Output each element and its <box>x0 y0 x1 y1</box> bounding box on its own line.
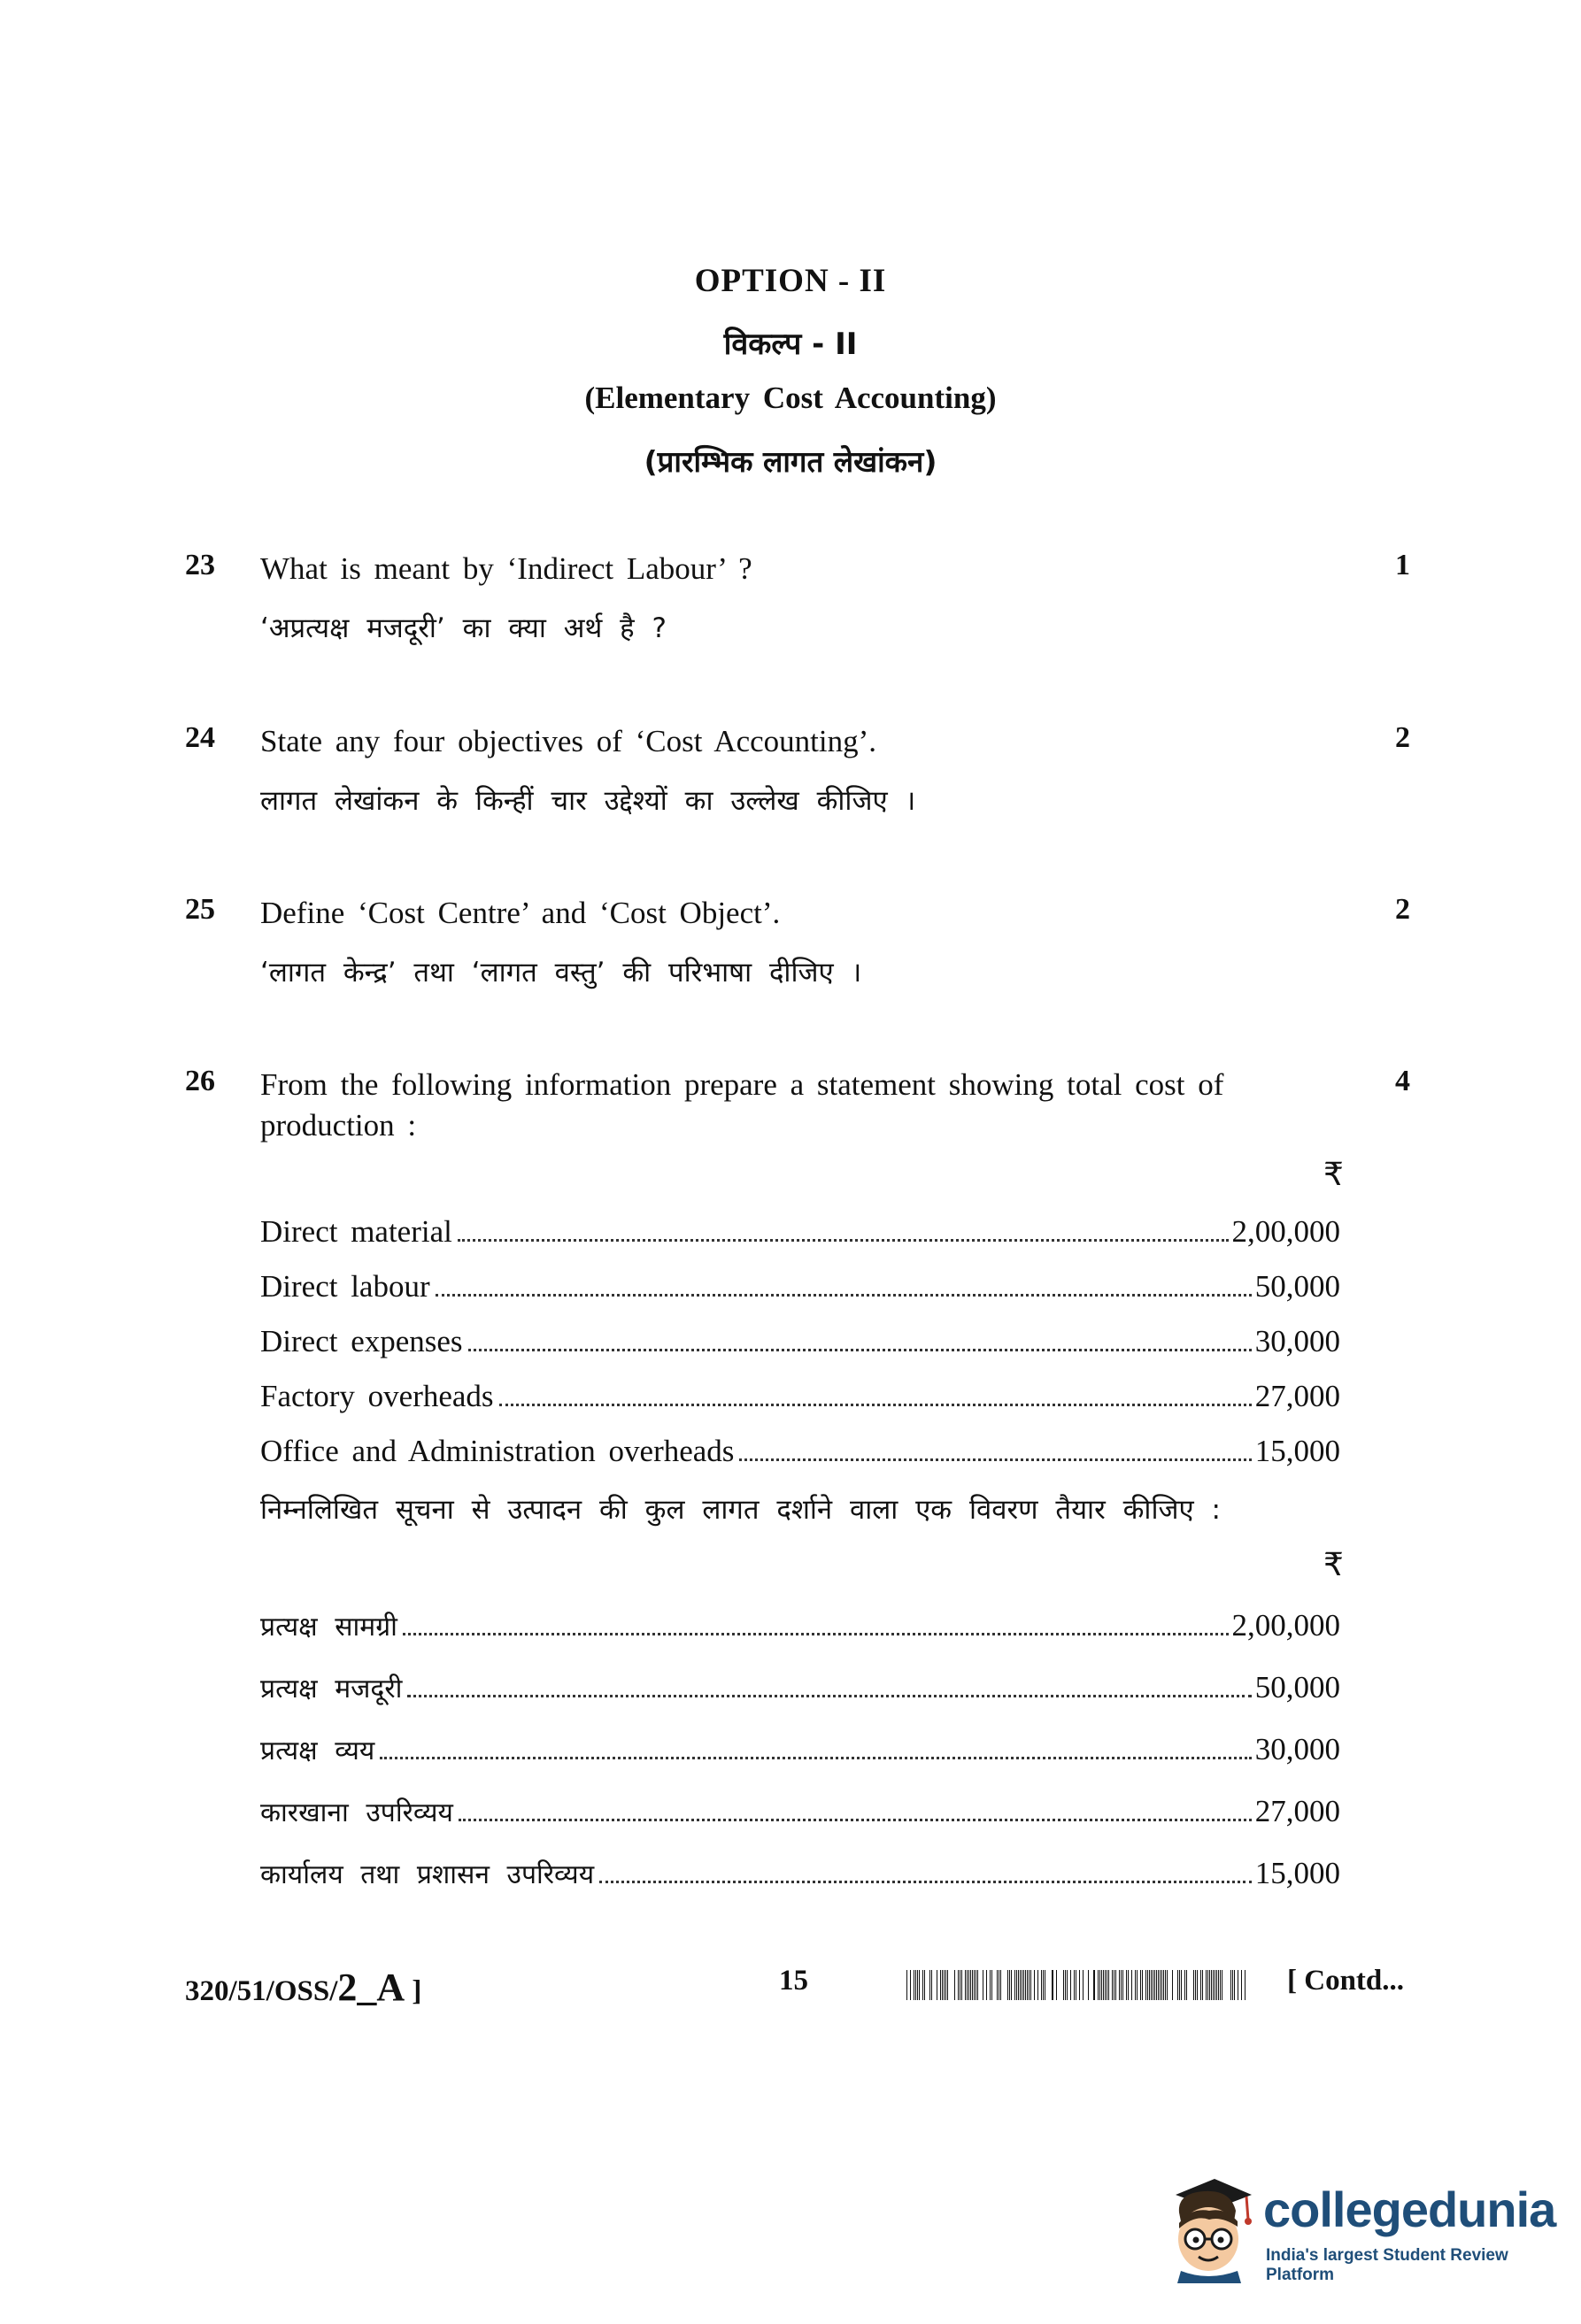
barcode-bar <box>919 1970 920 2000</box>
paper-code <box>185 1965 421 2010</box>
barcode-bar <box>1115 1970 1116 2000</box>
barcode-bar <box>954 1970 955 2000</box>
cost-item-hindi <box>260 1669 1340 1712</box>
cost-item-amount: 2,00,000 <box>1231 1214 1340 1249</box>
barcode-bar <box>967 1970 968 2000</box>
barcode-bar <box>1088 1970 1089 2000</box>
dot-leader <box>403 1633 1229 1635</box>
subject-heading-hindi: (प्रारम्भिक लागत लेखांकन) <box>644 444 937 479</box>
question-text-hi: निम्नलिखित सूचना से उत्पादन की कुल लागत दर्शाने वाला एक विवरण तैयार कीजिए : <box>260 1494 1221 1526</box>
barcode-bar <box>1145 1970 1146 2000</box>
barcode-bar <box>1151 1970 1152 2000</box>
barcode-bar <box>1037 1970 1038 2000</box>
barcode-bar <box>1065 1970 1066 2000</box>
barcode-bar <box>1112 1970 1113 2000</box>
barcode-bar <box>1067 1970 1068 2000</box>
barcode-bar <box>924 1970 925 2000</box>
dot-leader <box>459 1819 1252 1821</box>
barcode-bar <box>1193 1970 1194 2000</box>
cost-item <box>260 1379 1340 1421</box>
brand-name: collegedunia <box>1263 2182 1556 2237</box>
barcode-bar <box>929 1970 930 2000</box>
barcode-bar <box>1063 1970 1064 2000</box>
question-text-en: What is meant by ‘Indirect Labour’ ? <box>260 551 752 586</box>
barcode-bar <box>1158 1970 1159 2000</box>
barcode-bar <box>1206 1970 1207 2000</box>
barcode-bar <box>1184 1970 1185 2000</box>
rupee-symbol: ₹ <box>1323 1157 1344 1193</box>
barcode-bar <box>1128 1970 1129 2000</box>
barcode-bar <box>1234 1970 1235 2000</box>
barcode-bar <box>1029 1970 1030 2000</box>
barcode-bar <box>922 1970 923 2000</box>
paper-code-prefix: 320/51/OSS/ <box>185 1975 338 2007</box>
barcode-bar <box>1016 1970 1017 2000</box>
mascot-icon <box>1160 2168 1257 2283</box>
barcode-bar <box>1093 1970 1095 2000</box>
brand-tagline: India's largest Student Review Platform <box>1266 2246 1508 2284</box>
cost-item-label: प्रत्यक्ष व्यय <box>260 1735 375 1766</box>
dot-leader <box>468 1349 1252 1351</box>
question-marks: 2 <box>1395 893 1410 926</box>
barcode-bar <box>1108 1970 1109 2000</box>
barcode-bar <box>1000 1970 1001 2000</box>
barcode-bar <box>944 1970 945 2000</box>
barcode-bar <box>1156 1970 1157 2000</box>
barcode-bar <box>1009 1970 1010 2000</box>
barcode-bar <box>1131 1970 1132 2000</box>
barcode-bar <box>917 1970 918 2000</box>
cost-item-hindi <box>260 1607 1340 1650</box>
barcode-bar <box>1197 1970 1198 2000</box>
page-footer <box>0 1965 1581 2009</box>
barcode-bar <box>1167 1970 1168 2000</box>
contd-label: [ Contd... <box>1287 1965 1405 1997</box>
option-heading-hindi: विकल्प - II <box>723 327 858 362</box>
barcode-bar <box>1142 1970 1143 2000</box>
barcode-bar <box>1218 1970 1219 2000</box>
barcode-bar <box>1011 1970 1012 2000</box>
cost-item-hindi <box>260 1731 1340 1774</box>
barcode-bar <box>1213 1970 1214 2000</box>
barcode-bar <box>1241 1970 1242 2000</box>
barcode-bar <box>1083 1970 1084 2000</box>
barcode-bar <box>1025 1970 1026 2000</box>
cost-item-amount: 27,000 <box>1254 1794 1340 1828</box>
barcode-bar <box>977 1970 978 2000</box>
cost-item-amount: 30,000 <box>1254 1324 1340 1358</box>
cost-item-label: कारखाना उपरिव्यय <box>260 1797 453 1828</box>
question-marks: 4 <box>1395 1065 1410 1097</box>
barcode-bar <box>1209 1970 1210 2000</box>
question-text-en: State any four objectives of ‘Cost Accounting’. <box>260 724 876 758</box>
question-text-en: From the following information prepare a statement showing total cost of production : <box>260 1067 1224 1143</box>
barcode-bar <box>961 1970 962 2000</box>
cost-item-amount: 50,000 <box>1254 1269 1340 1304</box>
subject-heading: (Elementary Cost Accounting) <box>584 381 997 415</box>
barcode-bar <box>1103 1970 1104 2000</box>
barcode-bar <box>1200 1970 1201 2000</box>
barcode-bar <box>910 1970 911 2000</box>
collegedunia-logo <box>1160 2168 1556 2292</box>
barcode-bar <box>1098 1970 1099 2000</box>
barcode-bar <box>970 1970 971 2000</box>
barcode-bar <box>986 1970 987 2000</box>
question-marks: 1 <box>1395 549 1410 581</box>
barcode-bar <box>1079 1970 1080 2000</box>
barcode-bar <box>1179 1970 1180 2000</box>
barcode-bar <box>1027 1970 1028 2000</box>
barcode-bar <box>1195 1970 1196 2000</box>
barcode-bar <box>1101 1970 1102 2000</box>
dot-leader <box>739 1458 1251 1461</box>
barcode-bar <box>965 1970 966 2000</box>
barcode-bar <box>940 1970 941 2000</box>
barcode-bar <box>968 1970 969 2000</box>
barcode-bar <box>1105 1970 1106 2000</box>
cost-item-amount: 2,00,000 <box>1231 1608 1340 1643</box>
cost-item-hindi <box>260 1855 1340 1897</box>
barcode-bar <box>1177 1970 1178 2000</box>
cost-item-amount: 27,000 <box>1254 1379 1340 1413</box>
dot-leader <box>599 1881 1252 1883</box>
barcode-bar <box>1207 1970 1208 2000</box>
question-text-hi: लागत लेखांकन के किन्हीं चार उद्देश्यों का उल्लेख कीजिए । <box>260 785 916 817</box>
barcode-bar <box>1232 1970 1233 2000</box>
barcode-bar <box>1007 1970 1008 2000</box>
question-text-en: Define ‘Cost Centre’ and ‘Cost Object’. <box>260 896 781 930</box>
cost-item-label: Factory overheads <box>260 1379 494 1413</box>
cost-item-label: Direct labour <box>260 1269 430 1304</box>
cost-item-hindi <box>260 1793 1340 1835</box>
barcode-bar <box>1070 1970 1071 2000</box>
barcode-bar <box>1014 1970 1015 2000</box>
barcode-bar <box>1186 1970 1187 2000</box>
barcode-bar <box>1149 1970 1150 2000</box>
cost-item-label: कार्यालय तथा प्रशासन उपरिव्यय <box>260 1859 595 1890</box>
cost-item-amount: 30,000 <box>1254 1732 1340 1766</box>
question-number: 26 <box>185 1065 215 1097</box>
barcode-bar <box>1041 1970 1042 2000</box>
cost-item-label: Direct material <box>260 1214 452 1249</box>
cost-item-label: Office and Administration overheads <box>260 1434 735 1468</box>
barcode-bar <box>991 1970 992 2000</box>
barcode-bar <box>1160 1970 1161 2000</box>
cost-item-label: Direct expenses <box>260 1324 463 1358</box>
cost-item <box>260 1214 1340 1257</box>
cost-item-label: प्रत्यक्ष सामग्री <box>260 1612 397 1643</box>
dot-leader <box>380 1757 1251 1759</box>
barcode-bar <box>1074 1970 1075 2000</box>
dot-leader <box>499 1404 1252 1406</box>
paper-code-suffix: ] <box>405 1975 422 2007</box>
cost-item <box>260 1434 1340 1476</box>
cost-item-amount: 50,000 <box>1254 1670 1340 1705</box>
barcode <box>906 1970 1248 2000</box>
barcode-bar <box>1163 1970 1164 2000</box>
paper-code-set: 2_A <box>337 1966 405 2009</box>
barcode-bar <box>1154 1970 1155 2000</box>
barcode-bar <box>1020 1970 1021 2000</box>
barcode-bar <box>1052 1970 1053 2000</box>
barcode-bar <box>1230 1970 1231 2000</box>
barcode-bar <box>915 1970 916 2000</box>
rupee-symbol: ₹ <box>1323 1547 1344 1583</box>
barcode-bar <box>1023 1970 1024 2000</box>
barcode-bar <box>990 1970 991 2000</box>
cost-item-label: प्रत्यक्ष मजदूरी <box>260 1674 403 1705</box>
cost-item <box>260 1324 1340 1366</box>
barcode-bar <box>1030 1970 1031 2000</box>
barcode-bar <box>942 1970 943 2000</box>
barcode-bar <box>997 1970 998 2000</box>
cost-item-amount: 15,000 <box>1254 1434 1340 1468</box>
barcode-bar <box>974 1970 975 2000</box>
barcode-bar <box>1034 1970 1035 2000</box>
question-number: 23 <box>185 549 215 581</box>
barcode-bar <box>1140 1970 1141 2000</box>
barcode-bar <box>1220 1970 1221 2000</box>
page-number: 15 <box>779 1965 808 1997</box>
barcode-bar <box>1211 1970 1212 2000</box>
question-number: 24 <box>185 721 215 754</box>
barcode-bar <box>1147 1970 1148 2000</box>
barcode-bar <box>906 1970 907 2000</box>
barcode-bar <box>1137 1970 1138 2000</box>
barcode-bar <box>945 1970 946 2000</box>
barcode-bar <box>1126 1970 1127 2000</box>
barcode-bar <box>1099 1970 1100 2000</box>
barcode-bar <box>931 1970 932 2000</box>
barcode-bar <box>1018 1970 1019 2000</box>
barcode-bar <box>1216 1970 1217 2000</box>
barcode-bar <box>1165 1970 1166 2000</box>
cost-item <box>260 1269 1340 1312</box>
barcode-bar <box>1172 1970 1173 2000</box>
barcode-bar <box>1119 1970 1120 2000</box>
dot-leader <box>407 1695 1251 1697</box>
barcode-bar <box>1161 1970 1162 2000</box>
barcode-bar <box>958 1970 959 2000</box>
question-marks: 2 <box>1395 721 1410 754</box>
barcode-bar <box>1245 1970 1246 2000</box>
cost-item-amount: 15,000 <box>1254 1856 1340 1890</box>
barcode-bar <box>972 1970 973 2000</box>
dot-leader <box>436 1294 1252 1297</box>
barcode-bar <box>947 1970 948 2000</box>
barcode-bar <box>1056 1970 1057 2000</box>
barcode-bar <box>1135 1970 1136 2000</box>
barcode-bar <box>1121 1970 1122 2000</box>
barcode-bar <box>1202 1970 1203 2000</box>
question-text-hi: ‘अप्रत्यक्ष मजदूरी’ का क्या अर्थ है ? <box>260 612 667 644</box>
barcode-bar <box>1122 1970 1123 2000</box>
barcode-bar <box>1181 1970 1182 2000</box>
question-text-hi: ‘लागत केन्द्र’ तथा ‘लागत वस्तु’ की परिभाषा दीजिए । <box>260 957 862 989</box>
barcode-bar <box>1043 1970 1044 2000</box>
dot-leader <box>458 1239 1229 1242</box>
question-number: 25 <box>185 893 215 926</box>
option-heading: OPTION - II <box>694 263 887 299</box>
